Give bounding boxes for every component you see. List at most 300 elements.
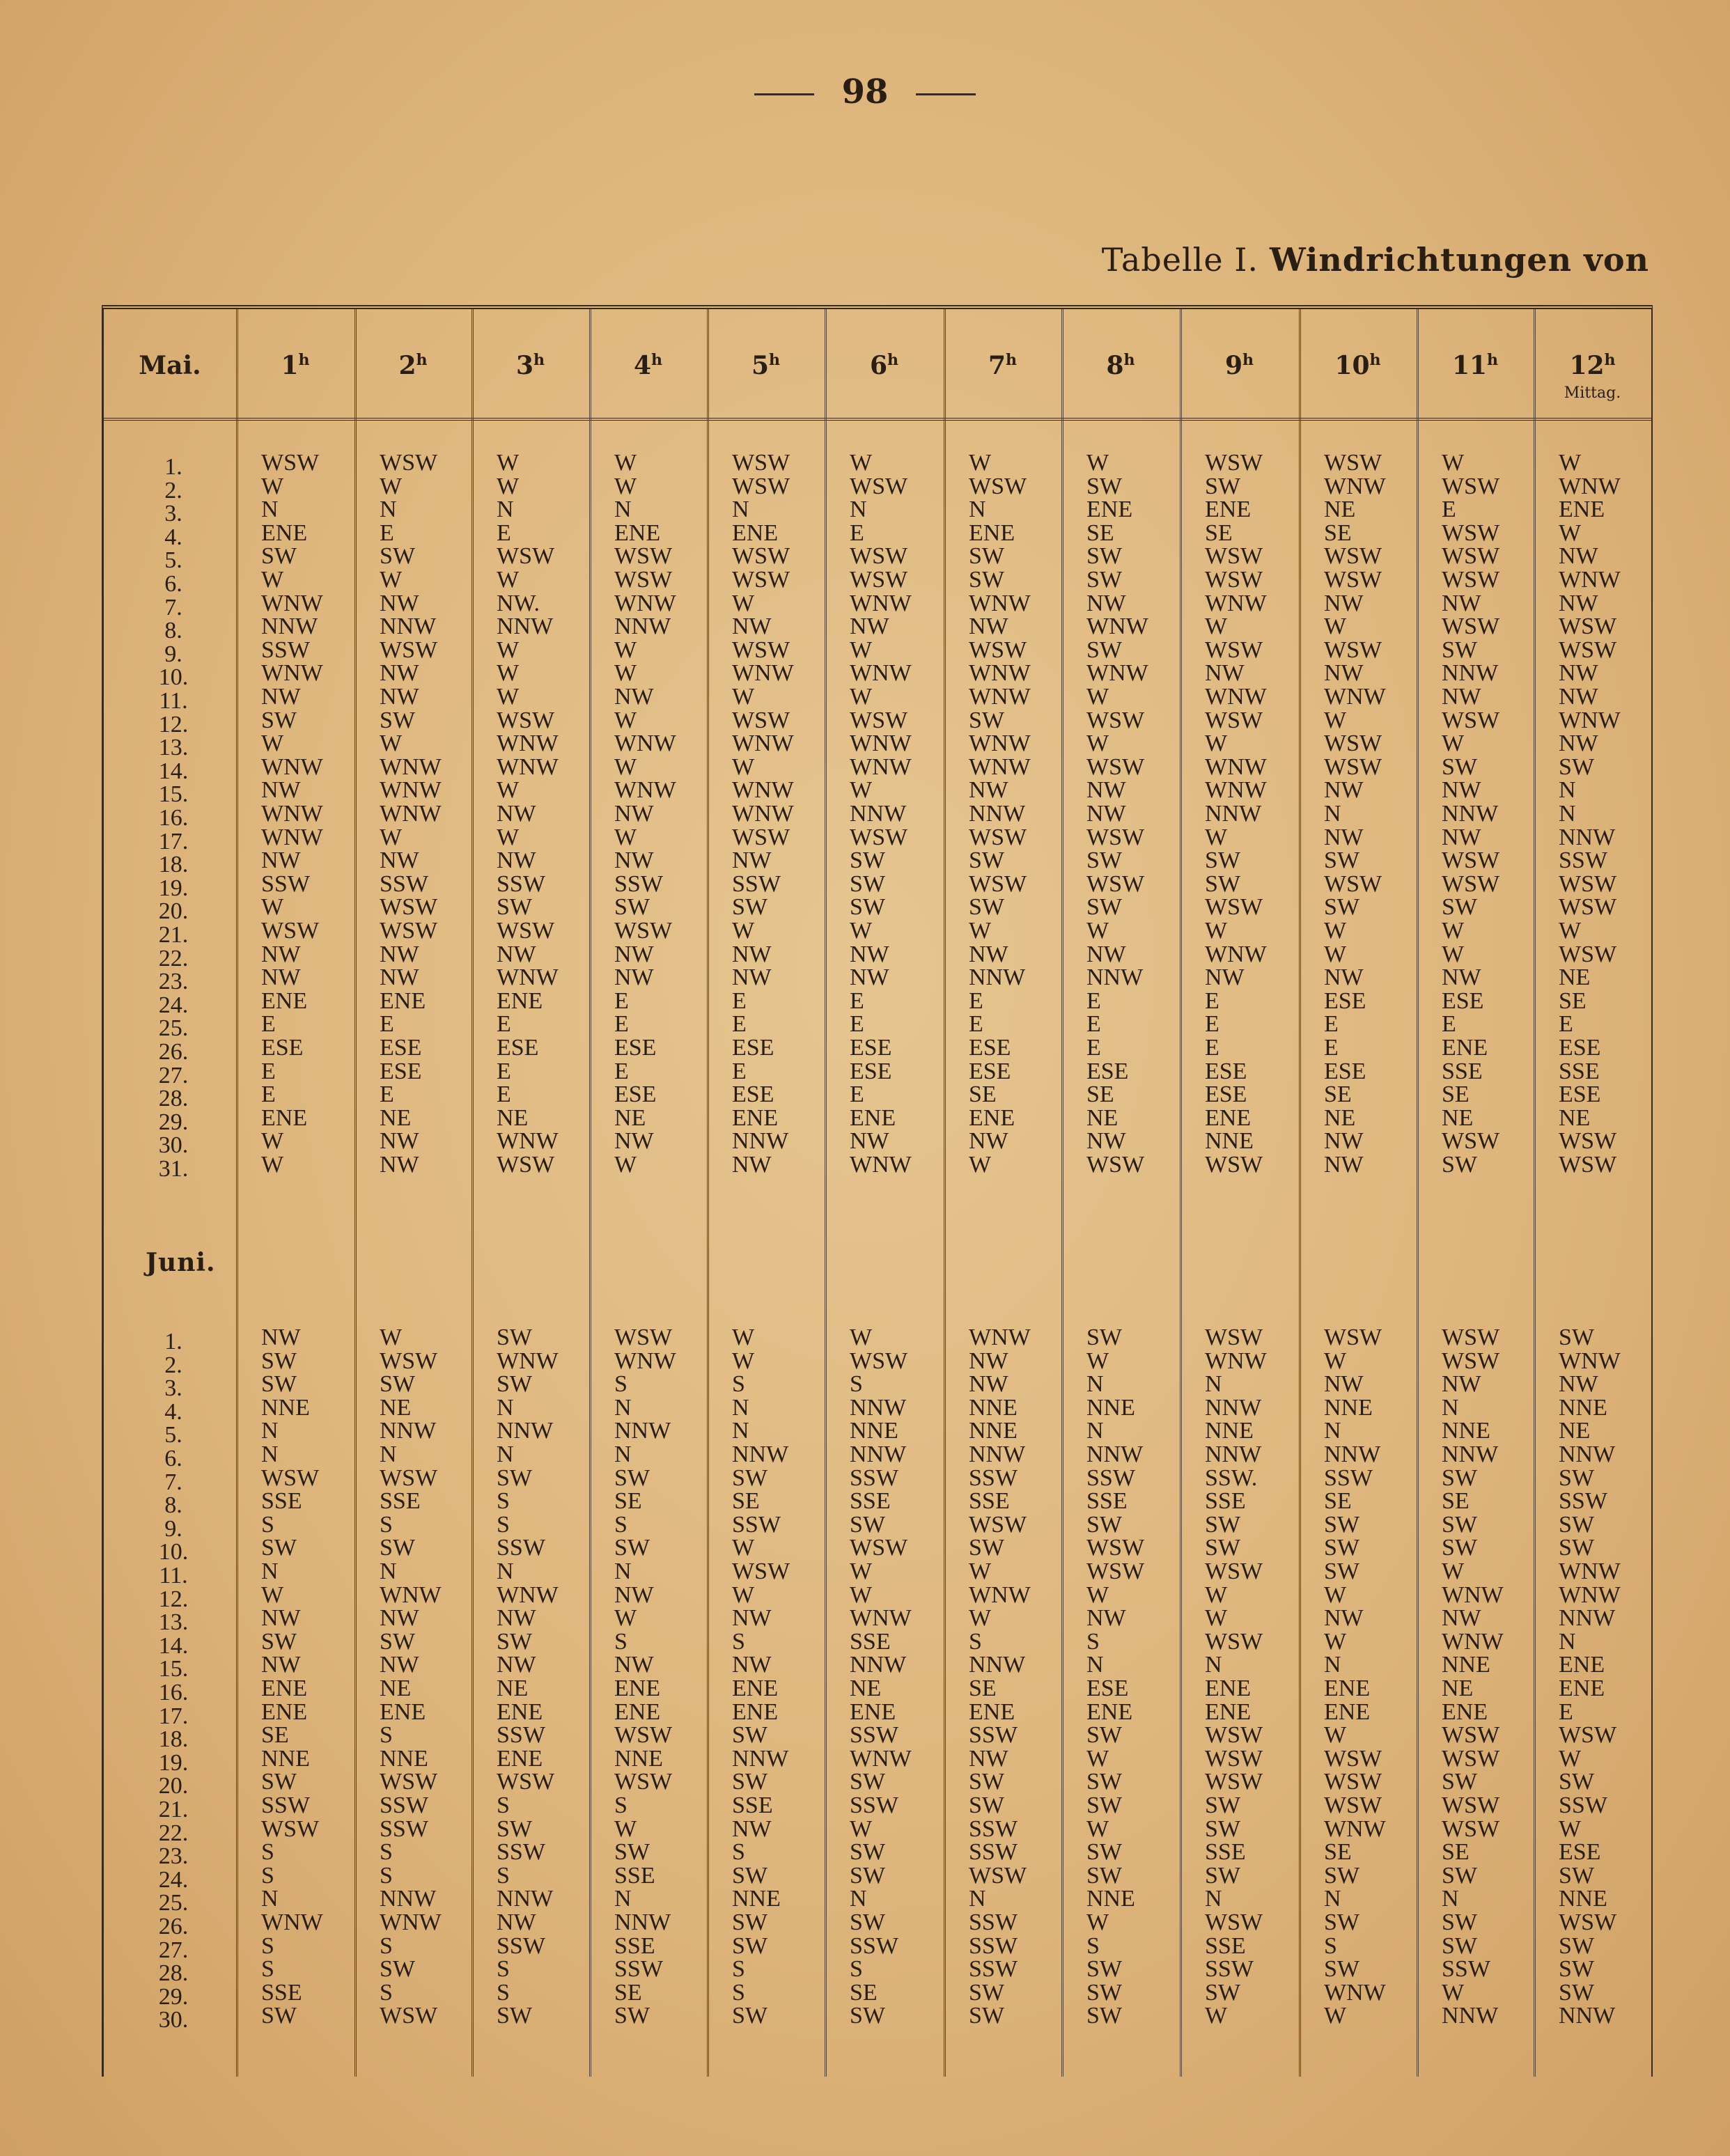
wind-direction-cell: S xyxy=(969,1628,982,1655)
wind-direction-cell: E xyxy=(261,1081,276,1108)
wind-direction-cell: ESE xyxy=(614,1035,657,1061)
wind-direction-cell: W xyxy=(380,473,403,499)
wind-direction-cell: SW xyxy=(1086,1839,1122,1866)
wind-direction-cell: SW xyxy=(614,894,650,921)
wind-direction-cell: E xyxy=(497,1058,511,1084)
wind-direction-cell: NNW xyxy=(1086,964,1144,991)
wind-direction-cell: SW xyxy=(614,1535,650,1561)
wind-direction-cell: NW xyxy=(1086,777,1126,804)
wind-direction-cell: NE xyxy=(850,1675,882,1701)
wind-direction-cell: SW xyxy=(732,2003,767,2029)
wind-direction-cell: SW xyxy=(1086,636,1122,663)
wind-direction-cell: ESE xyxy=(1205,1058,1247,1084)
wind-direction-cell: WSW xyxy=(1559,894,1617,921)
wind-direction-cell: NNW xyxy=(261,614,318,640)
wind-direction-cell: WNW xyxy=(497,964,559,991)
wind-direction-cell: E xyxy=(614,1011,629,1038)
table-row xyxy=(104,1956,1651,1987)
wind-direction-cell: ESE xyxy=(1086,1675,1129,1701)
wind-direction-cell: SSW xyxy=(380,870,428,897)
wind-direction-cell: W xyxy=(497,450,520,476)
wind-direction-cell: ESE xyxy=(850,1035,892,1061)
wind-direction-cell: SW xyxy=(261,1348,297,1374)
table-row xyxy=(104,450,1651,480)
wind-direction-cell: SE xyxy=(1205,520,1233,546)
wind-direction-cell: S xyxy=(614,1511,628,1538)
wind-direction-cell: WSW xyxy=(1086,753,1145,780)
wind-direction-cell: W xyxy=(969,1559,992,1584)
wind-direction-cell: ENE xyxy=(1559,497,1605,523)
wind-direction-cell: E xyxy=(497,1081,511,1108)
wind-direction-cell: SW xyxy=(1205,1815,1240,1842)
wind-direction-cell: WSW xyxy=(732,567,790,593)
wind-direction-cell: WNW xyxy=(850,1605,912,1632)
wind-direction-cell: W xyxy=(1086,731,1109,757)
wind-direction-cell: NE xyxy=(1559,964,1591,991)
wind-direction-cell: WSW xyxy=(1205,1628,1263,1655)
header-hour xyxy=(1299,351,1417,380)
wind-direction-cell: SW xyxy=(1324,1559,1359,1584)
wind-direction-cell: ESE xyxy=(380,1058,422,1084)
wind-direction-cell: NNW xyxy=(850,1652,907,1678)
wind-direction-cell: N xyxy=(261,497,279,523)
wind-direction-cell: SW xyxy=(969,567,1004,593)
day-number: 14. xyxy=(158,1632,189,1659)
wind-direction-cell: SSE xyxy=(1559,1058,1600,1084)
header-hour-suffix: h xyxy=(1242,351,1254,369)
wind-direction-cell: ESE xyxy=(732,1035,774,1061)
wind-direction-cell: NW xyxy=(380,964,419,991)
table-row xyxy=(104,1652,1651,1682)
header-hour-suffix: h xyxy=(533,351,545,369)
wind-direction-cell: NNE xyxy=(1205,1418,1254,1444)
day-number: 12. xyxy=(158,711,189,737)
wind-direction-cell: SW xyxy=(614,1839,650,1866)
wind-direction-cell: SE xyxy=(1324,520,1352,546)
wind-direction-cell: WSW xyxy=(850,824,908,850)
day-number: 5. xyxy=(164,547,182,574)
table-row xyxy=(104,1722,1651,1753)
wind-direction-cell: NE xyxy=(1442,1675,1474,1701)
wind-direction-cell: N xyxy=(969,497,986,523)
wind-direction-cell: S xyxy=(380,1722,393,1749)
wind-direction-cell: NW xyxy=(1442,824,1481,850)
wind-direction-cell: N xyxy=(1205,1371,1222,1398)
wind-direction-cell: WSW xyxy=(1086,1152,1145,1178)
wind-direction-cell: WNW xyxy=(380,1909,442,1935)
wind-direction-cell: WSW xyxy=(1205,1769,1263,1795)
wind-direction-cell: NW xyxy=(614,847,654,874)
day-number: 21. xyxy=(158,922,189,948)
wind-direction-cell: SE xyxy=(1442,1839,1470,1866)
wind-direction-cell: SE xyxy=(1324,1488,1352,1515)
wind-direction-cell: W xyxy=(1205,824,1228,850)
wind-direction-cell: W xyxy=(850,1559,873,1584)
table-row xyxy=(104,1628,1651,1659)
wind-direction-cell: WNW xyxy=(497,731,559,757)
wind-direction-cell: WNW xyxy=(261,824,323,850)
wind-direction-cell: NW xyxy=(732,614,772,640)
wind-direction-cell: SW xyxy=(732,1862,767,1889)
wind-direction-cell: W xyxy=(614,473,637,499)
wind-direction-cell: ENE xyxy=(614,520,661,546)
wind-direction-cell: NNW xyxy=(1559,824,1616,850)
wind-direction-cell: W xyxy=(614,1815,637,1842)
wind-direction-cell: NW xyxy=(1324,964,1364,991)
wind-direction-cell: NW xyxy=(969,1371,1008,1398)
header-hour-suffix: h xyxy=(416,351,428,369)
wind-direction-cell: SW xyxy=(1559,1956,1594,1983)
day-number: 13. xyxy=(158,735,189,761)
wind-direction-cell: NW xyxy=(261,1605,301,1632)
wind-direction-cell: NW xyxy=(969,1348,1008,1374)
wind-direction-cell: WSW xyxy=(1442,870,1500,897)
wind-direction-cell: WNW xyxy=(261,753,323,780)
wind-direction-cell: NNE xyxy=(1205,1128,1254,1155)
wind-direction-cell: NW xyxy=(1086,1605,1126,1632)
wind-direction-cell: N xyxy=(261,1886,279,1912)
wind-direction-cell: ENE xyxy=(261,1698,308,1725)
wind-direction-cell: SW xyxy=(1086,567,1122,593)
wind-direction-cell: SSW xyxy=(969,1815,1018,1842)
day-number: 28. xyxy=(158,1960,189,1987)
wind-direction-cell: SSW xyxy=(380,1815,428,1842)
wind-direction-cell: NW xyxy=(1086,801,1126,827)
wind-direction-cell: NW xyxy=(380,684,419,710)
wind-direction-cell: ESE xyxy=(969,1058,1011,1084)
wind-direction-cell: ENE xyxy=(1205,497,1252,523)
wind-direction-cell: WSW xyxy=(1086,870,1145,897)
wind-direction-cell: SW xyxy=(1324,1511,1359,1538)
wind-direction-cell: W xyxy=(497,567,520,593)
wind-direction-cell: W xyxy=(969,450,992,476)
wind-direction-cell: NW xyxy=(850,614,889,640)
wind-direction-cell: S xyxy=(497,1488,510,1515)
wind-direction-cell: W xyxy=(732,1535,755,1561)
wind-direction-cell: W xyxy=(614,636,637,663)
wind-direction-cell: WSW xyxy=(732,450,790,476)
table-row xyxy=(104,1081,1651,1112)
wind-direction-cell: SW xyxy=(380,707,415,733)
table-row xyxy=(104,824,1651,854)
wind-direction-cell: NW xyxy=(1559,543,1598,570)
wind-direction-cell: WSW xyxy=(1205,450,1263,476)
day-number: 6. xyxy=(164,1446,182,1471)
header-hour-number: 11 xyxy=(1451,351,1488,380)
wind-direction-cell: E xyxy=(380,1011,394,1038)
wind-direction-cell: N xyxy=(1442,1886,1459,1912)
wind-direction-cell: NW xyxy=(497,847,536,874)
wind-direction-cell: W xyxy=(850,777,873,804)
wind-direction-cell: WSW xyxy=(1205,1909,1263,1935)
wind-direction-cell: SW xyxy=(1559,1464,1594,1491)
day-number: 14. xyxy=(158,758,189,784)
wind-direction-cell: E xyxy=(732,987,747,1014)
wind-direction-cell: WNW xyxy=(1086,614,1148,640)
wind-direction-cell: WNW xyxy=(850,753,912,780)
day-number: 20. xyxy=(158,898,189,925)
wind-direction-cell: SW xyxy=(1086,1769,1122,1795)
wind-direction-cell: WSW xyxy=(380,1769,438,1795)
wind-direction-cell: NW xyxy=(969,1128,1008,1155)
wind-direction-cell: NW xyxy=(1324,590,1364,616)
wind-direction-cell: SSW xyxy=(969,1909,1018,1935)
wind-direction-cell: W xyxy=(614,753,637,780)
wind-direction-cell: NE xyxy=(614,1104,646,1131)
wind-direction-cell: N xyxy=(497,1559,514,1584)
wind-direction-cell: W xyxy=(1324,614,1347,640)
table-row xyxy=(104,918,1651,948)
wind-direction-cell: SW xyxy=(1086,1956,1122,1983)
wind-direction-cell: NNW xyxy=(969,801,1026,827)
day-number: 15. xyxy=(158,781,189,808)
wind-direction-cell: WSW xyxy=(1324,636,1382,663)
table-row xyxy=(104,660,1651,691)
wind-direction-cell: S xyxy=(380,1979,393,2006)
wind-direction-cell: SE xyxy=(732,1488,760,1515)
wind-direction-cell: SSW xyxy=(261,636,310,663)
wind-direction-cell: SE xyxy=(1324,1839,1352,1866)
day-number: 7. xyxy=(164,1469,182,1495)
wind-direction-cell: W xyxy=(1205,731,1228,757)
wind-direction-cell: SW xyxy=(1086,1722,1122,1749)
header-hour-suffix: h xyxy=(298,351,310,369)
day-number: 2. xyxy=(164,477,182,503)
wind-direction-cell: SW xyxy=(1442,1511,1477,1538)
wind-direction-cell: WSW xyxy=(380,2003,438,2029)
wind-direction-cell: ESE xyxy=(1324,1058,1366,1084)
wind-direction-cell: W xyxy=(261,1152,284,1178)
day-number: 25. xyxy=(158,1015,189,1042)
table-row xyxy=(104,1839,1651,1870)
header-hour xyxy=(1180,351,1299,380)
table-row xyxy=(104,1815,1651,1846)
table-row xyxy=(104,1605,1651,1636)
wind-direction-cell: SE xyxy=(614,1979,642,2006)
wind-direction-cell: SSE xyxy=(261,1488,302,1515)
wind-direction-cell: ESE xyxy=(1559,1839,1601,1866)
wind-direction-cell: N xyxy=(1324,1652,1341,1678)
table-row xyxy=(104,964,1651,995)
wind-direction-cell: W xyxy=(1205,918,1228,944)
wind-direction-cell: S xyxy=(614,1628,628,1655)
wind-direction-cell: NW xyxy=(261,941,301,967)
wind-direction-cell: SSW xyxy=(850,1792,898,1818)
wind-direction-cell: WSW xyxy=(1324,870,1382,897)
wind-direction-cell: W xyxy=(1086,918,1109,944)
wind-direction-cell: SW xyxy=(1086,894,1122,921)
wind-direction-cell: W xyxy=(969,1605,992,1632)
header-hour-suffix: h xyxy=(887,351,899,369)
day-number: 18. xyxy=(158,1726,189,1753)
wind-direction-cell: N xyxy=(1205,1886,1222,1912)
wind-direction-cell: NNW xyxy=(1205,1442,1262,1467)
page-number-text: 98 xyxy=(841,72,889,111)
wind-direction-cell: NNW xyxy=(1559,1442,1616,1467)
wind-direction-cell: SW xyxy=(261,2003,297,2029)
wind-direction-cell: WSW xyxy=(1442,1745,1500,1772)
wind-direction-cell: S xyxy=(732,1371,745,1398)
wind-direction-cell: SW xyxy=(1559,1932,1594,1959)
wind-direction-cell: ENE xyxy=(261,1104,308,1131)
wind-direction-cell: E xyxy=(1205,1035,1219,1061)
wind-direction-cell: E xyxy=(1324,1035,1339,1061)
wind-direction-cell: ENE xyxy=(732,520,779,546)
wind-direction-cell: W xyxy=(497,684,520,710)
table-row xyxy=(104,614,1651,644)
wind-direction-cell: SW xyxy=(614,1464,650,1491)
wind-direction-cell: N xyxy=(850,497,867,523)
wind-direction-cell: W xyxy=(1324,918,1347,944)
wind-direction-cell: ENE xyxy=(969,1104,1015,1131)
wind-direction-cell: ESE xyxy=(1324,987,1366,1014)
wind-direction-cell: NNW xyxy=(850,1394,907,1421)
wind-direction-cell: WNW xyxy=(497,1581,559,1608)
wind-direction-cell: NW xyxy=(969,941,1008,967)
wind-direction-cell: N xyxy=(380,1442,397,1467)
wind-direction-cell: ENE xyxy=(614,1698,661,1725)
wind-direction-cell: NNE xyxy=(1559,1886,1607,1912)
wind-direction-cell: SSW xyxy=(850,1722,898,1749)
table-row xyxy=(104,1745,1651,1776)
wind-direction-cell: N xyxy=(614,1886,632,1912)
wind-direction-cell: N xyxy=(614,1442,632,1467)
wind-direction-cell: W xyxy=(380,731,403,757)
table-row xyxy=(104,1011,1651,1042)
wind-direction-cell: SSE xyxy=(1086,1488,1128,1515)
wind-direction-cell: WSW xyxy=(1086,707,1145,733)
wind-direction-cell: WNW xyxy=(1559,1559,1621,1584)
wind-direction-cell: SW xyxy=(850,1909,885,1935)
wind-direction-cell: SW xyxy=(497,894,532,921)
day-number: 2. xyxy=(164,1352,182,1378)
day-number: 10. xyxy=(158,1539,189,1565)
header-hour xyxy=(825,351,944,380)
wind-direction-cell: E xyxy=(614,1058,629,1084)
wind-direction-cell: NW xyxy=(261,684,301,710)
wind-direction-cell: NNW xyxy=(497,1418,554,1444)
day-number: 28. xyxy=(158,1086,189,1112)
day-number: 3. xyxy=(164,1375,182,1402)
header-hour-number: 5 xyxy=(751,351,770,380)
wind-direction-cell: SW xyxy=(261,1371,297,1398)
wind-direction-cell: SW xyxy=(1442,753,1477,780)
table-row xyxy=(104,1886,1651,1916)
table-row xyxy=(104,1035,1651,1065)
day-number: 1. xyxy=(164,454,182,480)
wind-direction-cell: SSW xyxy=(614,870,663,897)
header-hour-suffix: h xyxy=(1123,351,1135,369)
day-number: 27. xyxy=(158,1937,189,1963)
wind-direction-cell: SW xyxy=(1442,1464,1477,1491)
day-number: 11. xyxy=(159,688,188,714)
wind-direction-cell: NW xyxy=(850,1128,889,1155)
wind-direction-cell: SW xyxy=(261,543,297,570)
table-row xyxy=(104,684,1651,714)
wind-direction-cell: S xyxy=(497,1862,510,1889)
wind-direction-cell: WSW xyxy=(1205,1722,1263,1749)
wind-direction-cell: E xyxy=(614,987,629,1014)
table-row xyxy=(104,1418,1651,1448)
wind-direction-cell: N xyxy=(614,497,632,523)
wind-direction-cell: N xyxy=(1559,801,1576,827)
wind-direction-cell: S xyxy=(261,1511,274,1538)
wind-direction-cell: N xyxy=(497,1442,514,1467)
wind-direction-cell: S xyxy=(380,1511,393,1538)
wind-direction-cell: SW xyxy=(1086,1792,1122,1818)
wind-direction-cell: NNW xyxy=(1442,2003,1499,2029)
wind-direction-cell: N xyxy=(1324,1418,1341,1444)
wind-direction-cell: ESE xyxy=(1205,1081,1247,1108)
table-row xyxy=(104,894,1651,925)
wind-direction-cell: NNW xyxy=(850,801,907,827)
wind-direction-cell: WSW xyxy=(1559,1128,1617,1155)
wind-direction-cell: SW xyxy=(1559,1325,1594,1350)
header-hour-number: 12 xyxy=(1569,351,1605,380)
wind-direction-cell: SW xyxy=(969,707,1004,733)
wind-direction-cell: N xyxy=(732,1418,749,1444)
wind-direction-cell: SW xyxy=(850,1511,885,1538)
header-hour-suffix: h xyxy=(769,351,781,369)
wind-direction-cell: WSW xyxy=(1442,847,1500,874)
wind-direction-cell: SW xyxy=(1086,1862,1122,1889)
wind-direction-cell: W xyxy=(614,824,637,850)
wind-direction-cell: SSW xyxy=(497,1722,545,1749)
wind-direction-cell: SW xyxy=(732,894,767,921)
wind-direction-cell: W xyxy=(1205,2003,1228,2029)
wind-direction-cell: WSW xyxy=(1205,567,1263,593)
wind-direction-cell: ENE xyxy=(497,987,543,1014)
wind-direction-cell: SW xyxy=(1559,1862,1594,1889)
wind-direction-cell: SW xyxy=(497,1464,532,1491)
wind-direction-cell: NNW xyxy=(1324,1442,1381,1467)
wind-direction-cell: SE xyxy=(1324,1081,1352,1108)
wind-direction-cell: ENE xyxy=(1205,1675,1252,1701)
wind-direction-cell: E xyxy=(732,1011,747,1038)
wind-direction-cell: SW xyxy=(497,1325,532,1350)
wind-direction-cell: N xyxy=(261,1559,279,1584)
wind-direction-cell: NW xyxy=(380,1652,419,1678)
table-row xyxy=(104,941,1651,971)
wind-direction-cell: S xyxy=(850,1956,863,1983)
wind-direction-cell: E xyxy=(380,520,394,546)
wind-direction-cell: WSW xyxy=(1205,1325,1263,1350)
wind-direction-cell: S xyxy=(497,1979,510,2006)
day-number: 22. xyxy=(158,945,189,971)
wind-direction-cell: NNE xyxy=(1442,1418,1490,1444)
wind-direction-cell: NW xyxy=(1205,964,1245,991)
wind-direction-cell: WSW xyxy=(969,824,1027,850)
table-row xyxy=(104,987,1651,1018)
wind-direction-cell: W xyxy=(1324,1722,1347,1749)
header-hour xyxy=(472,351,589,380)
table-row xyxy=(104,801,1651,831)
wind-direction-cell: NW xyxy=(1559,684,1598,710)
wind-direction-cell: WSW xyxy=(1324,753,1382,780)
wind-direction-cell: W xyxy=(614,707,637,733)
wind-direction-cell: SE xyxy=(1442,1488,1470,1515)
header-noon-note: Mittag. xyxy=(1564,384,1621,402)
wind-direction-cell: ESE xyxy=(732,1081,774,1108)
wind-direction-cell: WNW xyxy=(1205,941,1267,967)
wind-direction-cell: E xyxy=(1086,987,1101,1014)
wind-direction-cell: W xyxy=(1324,941,1347,967)
table-row xyxy=(104,1792,1651,1822)
wind-direction-cell: NW xyxy=(614,684,654,710)
header-hour xyxy=(1534,351,1651,402)
wind-direction-cell: NE xyxy=(497,1104,529,1131)
day-number: 22. xyxy=(158,1820,189,1846)
